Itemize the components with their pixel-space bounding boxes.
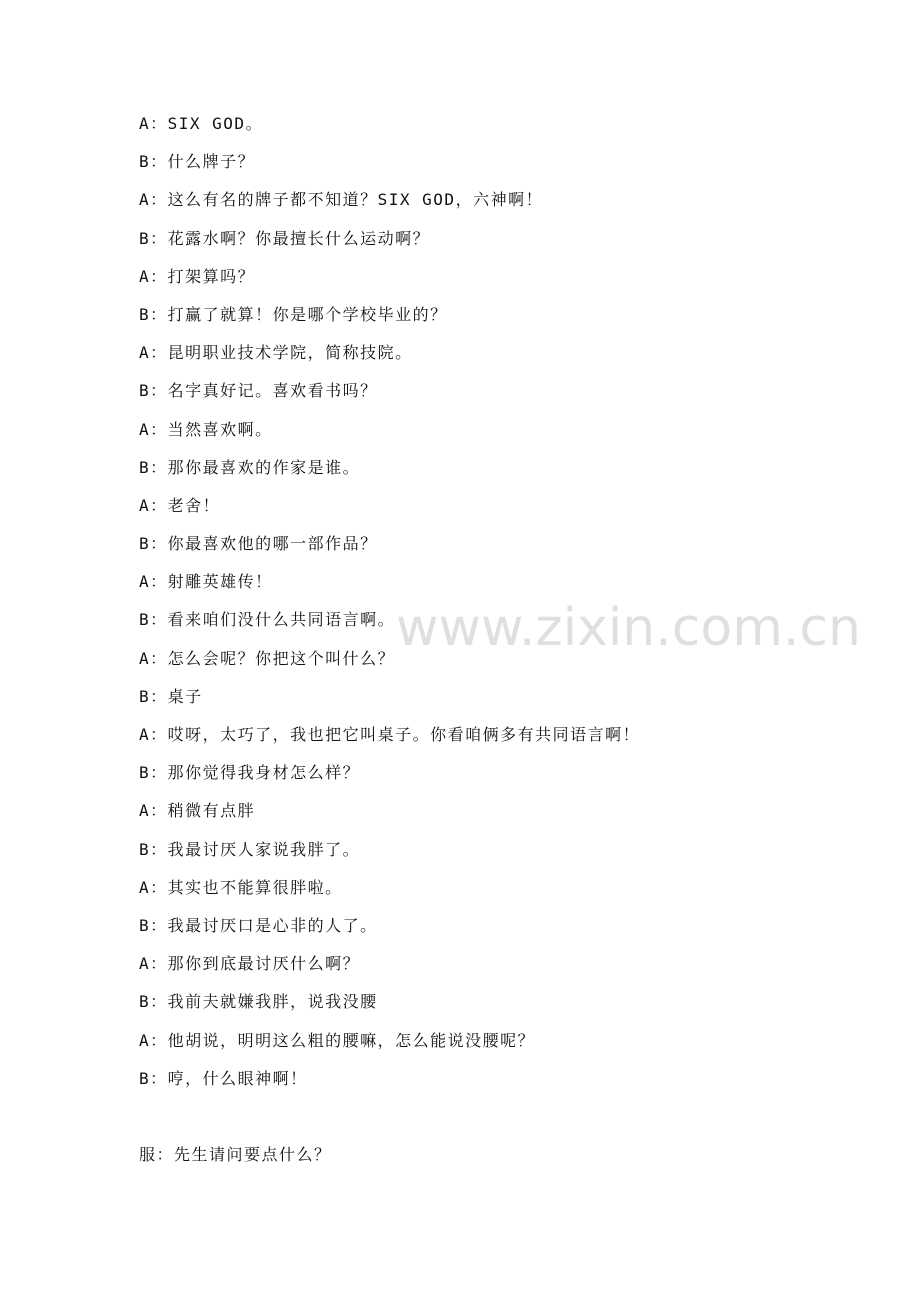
dialogue-line: A：这么有名的牌子都不知道？SIX GOD，六神啊！: [139, 190, 544, 210]
dialogue-line: A：老舍！: [139, 495, 221, 515]
watermark: www.zixin.com.cn: [396, 598, 861, 658]
dialogue-line: B：桌子: [139, 686, 203, 706]
dialogue-line: A：怎么会呢？你把这个叫什么？: [139, 648, 396, 668]
dialogue-line: B：名字真好记。喜欢看书吗？: [139, 381, 378, 401]
dialogue-line: B：我最讨厌人家说我胖了。: [139, 839, 361, 859]
dialogue-line: A：其实也不能算很胖啦。: [139, 877, 343, 897]
dialogue-line: B：你最喜欢他的哪一部作品？: [139, 534, 378, 554]
paragraph-gap: [139, 1105, 839, 1143]
dialogue-line: B：什么牌子？: [139, 152, 256, 172]
dialogue-line: B：我前夫就嫌我胖，说我没腰: [139, 992, 378, 1012]
dialogue-line: B：花露水啊？你最擅长什么运动啊？: [139, 228, 431, 248]
next-section-line: 服：先生请问要点什么？: [139, 1144, 332, 1164]
dialogue-line: B：哼，什么眼神啊！: [139, 1068, 308, 1088]
dialogue-line: A：稍微有点胖: [139, 801, 256, 821]
dialogue-line: A：哎呀，太巧了，我也把它叫桌子。你看咱俩多有共同语言啊！: [139, 725, 641, 744]
dialogue-line: A：昆明职业技术学院，简称技院。: [139, 343, 413, 363]
dialogue-line: A：那你到底最讨厌什么啊？: [139, 954, 361, 974]
dialogue-line: A：SIX GOD。: [139, 114, 264, 133]
dialogue-line: B：看来咱们没什么共同语言啊。: [139, 610, 396, 630]
dialogue-line: B：那你觉得我身材怎么样？: [139, 763, 361, 783]
dialogue-line: B：那你最喜欢的作家是谁。: [139, 457, 361, 477]
dialogue-block: [139, 112, 839, 1181]
dialogue-line: A：打架算吗？: [139, 266, 256, 286]
dialogue-line: A：当然喜欢啊。: [139, 419, 273, 439]
dialogue-line: B：我最讨厌口是心非的人了。: [139, 915, 378, 935]
dialogue-line: B：打赢了就算！你是哪个学校毕业的？: [139, 304, 448, 324]
dialogue-line: A：射雕英雄传！: [139, 572, 273, 592]
dialogue-line: A：他胡说，明明这么粗的腰嘛，怎么能说没腰呢？: [139, 1030, 536, 1050]
